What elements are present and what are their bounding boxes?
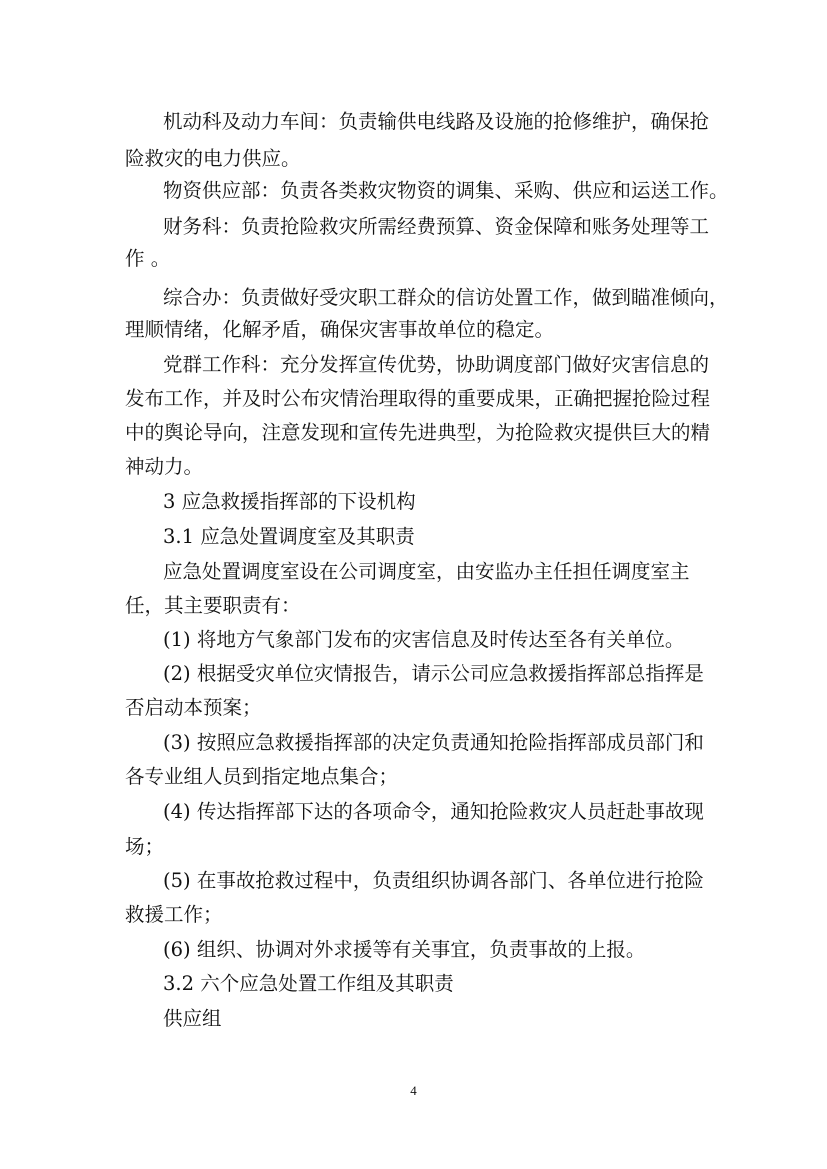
subsection-heading: 3.1 应急处置调度室及其职责 [163, 525, 415, 548]
paragraph-line: 物资供应部：负责各类救灾物资的调集、采购、供应和运送工作。 [163, 179, 729, 202]
paragraph-line: 财务科：负责抢险救灾所需经费预算、资金保障和账务处理等工 [163, 215, 710, 238]
section-heading: 3 应急救援指挥部的下设机构 [163, 490, 416, 513]
list-item-continuation: 否启动本预案； [125, 696, 262, 719]
paragraph-line: 综合办：负责做好受灾职工群众的信访处置工作，做到瞄准倾向， [163, 286, 729, 309]
subsection-heading: 3.2 六个应急处置工作组及其职责 [163, 972, 454, 995]
paragraph-line: 作 。 [125, 247, 171, 270]
list-item: (5) 在事故抢救过程中，负责组织协调各部门、各单位进行抢险 [163, 869, 704, 892]
list-item-continuation: 各专业组人员到指定地点集合； [125, 765, 399, 788]
paragraph-line: 中的舆论导向，注意发现和宣传先进典型，为抢险救灾提供巨大的精 [125, 421, 711, 444]
paragraph-line: 发布工作，并及时公布灾情治理取得的重要成果，正确把握抢险过程 [125, 387, 711, 410]
group-heading: 供应组 [163, 1007, 222, 1030]
page-number: 4 [410, 1083, 417, 1098]
list-item: (1) 将地方气象部门发布的灾害信息及时传达至各有关单位。 [163, 628, 685, 651]
list-item: (6) 组织、协调对外求援等有关事宜，负责事故的上报。 [163, 938, 646, 961]
paragraph-line: 险救灾的电力供应。 [125, 147, 301, 170]
list-item: (3) 按照应急救援指挥部的决定负责通知抢险指挥部成员部门和 [163, 731, 704, 754]
list-item: (4) 传达指挥部下达的各项命令，通知抢险救灾人员赶赴事故现 [163, 800, 704, 823]
paragraph-line: 任，其主要职责有： [125, 594, 301, 617]
list-item: (2) 根据受灾单位灾情报告，请示公司应急救援指挥部总指挥是 [163, 662, 704, 685]
paragraph-line: 机动科及动力车间：负责输供电线路及设施的抢修维护，确保抢 [163, 110, 710, 133]
paragraph-line: 神动力。 [125, 455, 204, 478]
paragraph-line: 党群工作科：充分发挥宣传优势，协助调度部门做好灾害信息的 [163, 353, 710, 376]
paragraph-line: 应急处置调度室设在公司调度室，由安监办主任担任调度室主 [163, 560, 690, 583]
list-item-continuation: 场； [125, 835, 165, 858]
paragraph-line: 理顺情绪，化解矛盾，确保灾害事故单位的稳定。 [125, 318, 555, 341]
list-item-continuation: 救援工作； [125, 903, 223, 926]
